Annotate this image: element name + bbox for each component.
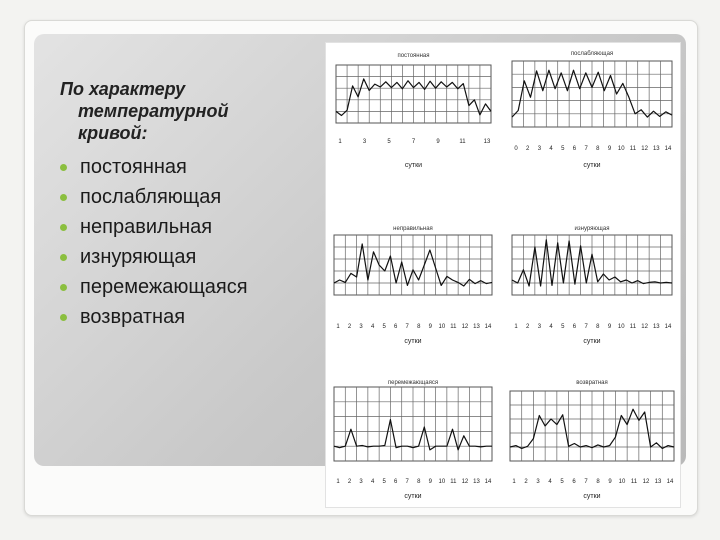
heading-line-2: температурной — [78, 101, 229, 121]
chart-title: постоянная — [397, 53, 430, 59]
bullet-text: неправильная — [80, 216, 213, 238]
bullet-text: перемежающаяся — [80, 276, 248, 298]
chart-tick-label: 4 — [549, 146, 553, 152]
chart-tick-label: 1 — [512, 479, 516, 485]
bullet-item — [58, 212, 248, 242]
chart-tick-label: 3 — [537, 146, 542, 152]
chart-tick-label: 8 — [417, 324, 421, 330]
chart-axis-label: сутки — [583, 338, 601, 345]
chart-tick-label: 4 — [548, 479, 552, 485]
bullet-dot-icon — [60, 254, 67, 261]
chart-tick-label: 14 — [484, 479, 492, 485]
chart-tick-label: 10 — [438, 324, 446, 330]
bullet-dot-icon — [60, 314, 67, 321]
chart-tick-label: 8 — [417, 479, 421, 485]
bullet-text: послабляющая — [80, 186, 222, 208]
bullet-dot-icon — [60, 164, 67, 171]
chart-tick-label: 6 — [572, 479, 576, 485]
chart-title: перемежающаяся — [387, 380, 439, 386]
chart-tick-label: 11 — [630, 479, 638, 485]
chart-tick-label: 7 — [584, 146, 588, 152]
bullet-dot-icon — [60, 194, 67, 201]
heading-line-1: По характеру — [60, 79, 186, 99]
chart-tick-label: 6 — [572, 324, 577, 330]
chart-tick-label: 10 — [617, 324, 625, 330]
chart-tick-label: 6 — [572, 146, 577, 152]
slide-heading — [60, 78, 310, 144]
chart-title: возвратная — [576, 380, 608, 386]
chart-tick-label: 10 — [438, 479, 446, 485]
bullet-dot-icon — [60, 224, 67, 231]
chart-axis-label: сутки — [404, 162, 423, 169]
chart-tick-label: 9 — [428, 479, 432, 485]
chart-tick-label: 7 — [584, 479, 588, 485]
bullet-item — [58, 242, 248, 272]
chart-tick-label: 11 — [459, 139, 466, 145]
chart-tick-label: 10 — [617, 146, 625, 152]
chart-tick-label: 13 — [473, 324, 480, 330]
heading-line-3: кривой: — [78, 123, 148, 143]
chart-tick-label: 12 — [461, 324, 469, 330]
chart-axis-label: сутки — [404, 493, 422, 500]
chart-title: неправильная — [393, 226, 433, 232]
chart-tick-label: 9 — [608, 479, 612, 485]
chart-tick-label: 10 — [618, 479, 626, 485]
bullet-text: изнуряющая — [80, 246, 197, 268]
chart-tick-label: 2 — [526, 324, 530, 330]
chart-tick-label: 2 — [526, 146, 530, 152]
chart-tick-label: 7 — [411, 139, 416, 145]
chart-tick-label: 12 — [642, 479, 650, 485]
chart-tick-label: 7 — [405, 479, 409, 485]
chart-tick-label: 8 — [596, 146, 600, 152]
chart-tick-label: 14 — [664, 146, 672, 152]
chart-tick-label: 11 — [629, 146, 637, 152]
chart-tick-label: 5 — [560, 479, 564, 485]
chart-tick-label: 13 — [473, 479, 480, 485]
chart-axis-label: сутки — [583, 162, 601, 169]
chart-tick-label: 1 — [336, 324, 340, 330]
chart-tick-label: 3 — [362, 139, 367, 145]
bullet-item — [58, 182, 248, 212]
chart-tick-label: 13 — [652, 324, 660, 330]
chart-tick-label: 14 — [664, 324, 672, 330]
chart-tick-label: 1 — [338, 139, 342, 145]
chart-tick-label: 13 — [652, 146, 660, 152]
bullet-dot-icon — [60, 284, 67, 291]
chart-tick-label: 4 — [370, 324, 375, 330]
chart-tick-label: 3 — [537, 324, 542, 330]
chart-tick-label: 3 — [359, 324, 363, 330]
chart-tick-label: 14 — [666, 479, 674, 485]
chart-tick-label: 13 — [483, 139, 491, 145]
chart-tick-label: 9 — [607, 324, 612, 330]
chart-tick-label: 2 — [347, 479, 352, 485]
chart-tick-label: 5 — [382, 479, 386, 485]
chart-tick-label: 14 — [484, 324, 492, 330]
chart-tick-label: 4 — [549, 324, 553, 330]
chart-tick-label: 1 — [514, 324, 518, 330]
chart-tick-label: 9 — [436, 139, 440, 145]
chart-title: изнуряющая — [574, 226, 610, 232]
chart-tick-label: 5 — [387, 139, 391, 145]
chart-tick-label: 6 — [394, 324, 398, 330]
chart-tick-label: 2 — [347, 324, 352, 330]
chart-tick-label: 12 — [641, 146, 648, 152]
bullet-item — [58, 152, 248, 182]
bullet-text: возвратная — [80, 306, 186, 328]
chart-tick-label: 2 — [524, 479, 528, 485]
chart-axis-label: сутки — [583, 493, 601, 500]
chart-tick-label: 11 — [629, 324, 637, 330]
chart-tick-label: 9 — [428, 324, 432, 330]
chart-tick-label: 0 — [514, 146, 518, 152]
chart-tick-label: 8 — [596, 479, 600, 485]
bullet-text: постоянная — [80, 156, 187, 178]
bullet-item — [58, 272, 248, 302]
chart-tick-label: 5 — [561, 324, 565, 330]
chart-tick-label: 3 — [536, 479, 540, 485]
bullet-item — [58, 302, 248, 332]
chart-tick-label: 7 — [584, 324, 588, 330]
fever-curves-figure — [325, 42, 681, 508]
chart-tick-label: 11 — [450, 324, 457, 330]
chart-tick-label: 3 — [359, 479, 363, 485]
chart-tick-label: 1 — [336, 479, 340, 485]
bullet-list — [58, 152, 248, 332]
chart-tick-label: 12 — [641, 324, 648, 330]
chart-tick-label: 9 — [607, 146, 612, 152]
chart-axis-label: сутки — [404, 338, 422, 345]
chart-tick-label: 13 — [654, 479, 662, 485]
chart-tick-label: 6 — [394, 479, 398, 485]
chart-tick-label: 11 — [450, 479, 457, 485]
chart-title: послабляющая — [570, 51, 614, 57]
chart-tick-label: 5 — [561, 146, 565, 152]
chart-tick-label: 12 — [461, 479, 469, 485]
chart-tick-label: 8 — [596, 324, 600, 330]
chart-tick-label: 5 — [382, 324, 386, 330]
chart-tick-label: 7 — [405, 324, 409, 330]
chart-tick-label: 4 — [370, 479, 375, 485]
fever-curves-svg — [326, 43, 680, 507]
